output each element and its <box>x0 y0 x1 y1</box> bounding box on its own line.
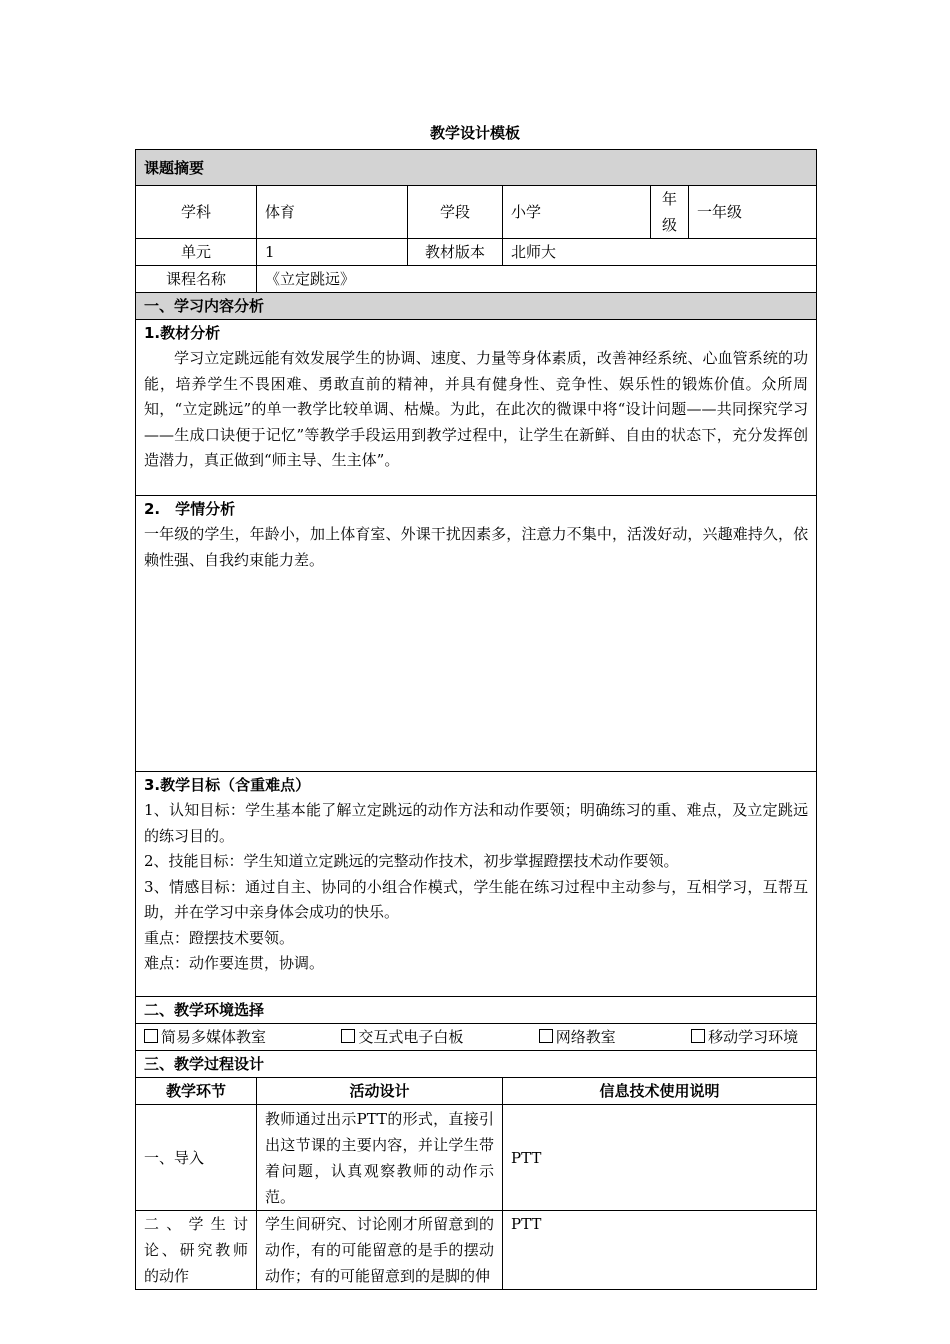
edition-value: 北师大 <box>503 239 817 266</box>
checkbox-icon <box>341 1029 355 1043</box>
environment-options <box>136 1024 817 1051</box>
process-row-tech: PTT <box>503 1211 817 1290</box>
stage-label: 学段 <box>408 186 503 239</box>
process-section-label: 三、教学过程设计 <box>136 1051 817 1078</box>
checkbox-icon <box>691 1029 705 1043</box>
env-option-mobile[interactable]: 移动学习环境 <box>691 1024 798 1050</box>
summary-section-label: 课题摘要 <box>136 150 817 186</box>
checkbox-icon <box>539 1029 553 1043</box>
teaching-goals-cell <box>136 772 817 997</box>
process-header-stage: 教学环节 <box>136 1078 257 1105</box>
stage-value: 小学 <box>503 186 651 239</box>
textbook-analysis-heading: 1.教材分析 <box>144 324 221 342</box>
edition-label: 教材版本 <box>408 239 503 266</box>
course-name-label: 课程名称 <box>136 266 257 293</box>
goal-cognitive: 1、认知目标：学生基本能了解立定跳远的动作方法和动作要领；明确练习的重、难点，及立定跳远的练习目的。 <box>144 801 809 845</box>
process-header-tech: 信息技术使用说明 <box>503 1078 817 1105</box>
unit-label: 单元 <box>136 239 257 266</box>
subject-label: 学科 <box>136 186 257 239</box>
process-header-activity: 活动设计 <box>257 1078 503 1105</box>
textbook-analysis-cell <box>136 320 817 496</box>
process-row-stage: 二、学生讨论、研究教师的动作 <box>136 1211 257 1290</box>
subject-value: 体育 <box>257 186 408 239</box>
grade-value: 一年级 <box>689 186 817 239</box>
env-option-multimedia[interactable]: 简易多媒体教室 <box>144 1024 266 1050</box>
process-row-stage: 一、导入 <box>136 1105 257 1211</box>
teaching-goals-heading: 3.教学目标（含重难点） <box>144 776 311 794</box>
goal-skill: 2、技能目标：学生知道立定跳远的完整动作技术，初步掌握蹬摆技术动作要领。 <box>144 852 679 870</box>
key-point: 重点：蹬摆技术要领。 <box>144 928 295 947</box>
learner-analysis-text: 一年级的学生，年龄小，加上体育室、外课干扰因素多，注意力不集中，活泼好动，兴趣难持久，依赖性强、自我约束能力差。 <box>144 525 809 569</box>
learner-analysis-heading: 2. 学情分析 <box>144 500 236 518</box>
env-option-network[interactable]: 网络教室 <box>539 1024 616 1050</box>
environment-section-label: 二、教学环境选择 <box>136 997 817 1024</box>
checkbox-icon <box>144 1029 158 1043</box>
difficulty-point: 难点：动作要连贯，协调。 <box>144 954 325 972</box>
env-option-whiteboard[interactable]: 交互式电子白板 <box>341 1024 463 1050</box>
process-row-activity: 学生间研究、讨论刚才所留意到的动作，有的可能留意的是手的摆动动作；有的可能留意到的是脚的伸 <box>257 1211 503 1290</box>
process-row-tech: PTT <box>503 1105 817 1211</box>
learner-analysis-cell <box>136 496 817 772</box>
course-name-value: 《立定跳远》 <box>257 266 817 293</box>
document-title: 教学设计模板 <box>429 124 520 142</box>
unit-value: 1 <box>257 239 408 266</box>
grade-label: 年级 <box>651 186 689 239</box>
textbook-analysis-text: 学习立定跳远能有效发展学生的协调、速度、力量等身体素质，改善神经系统、心血管系统的功能，培养学生不畏困难、勇敢直前的精神，并具有健身性、竞争性、娱乐性的锻炼价值。众所周知，“立定跳远”的单一教学比较单调、枯燥。为此，在此次的微课中将“设计问题——共同探究学习——生成口诀便于记忆”等教学手段运用到教学过程中，让学生在新鲜、自由的状态下，充分发挥创造潜力，真正做到“师主导、生主体”。 <box>144 349 809 469</box>
process-row-activity: 教师通过出示PTT的形式，直接引出这节课的主要内容，并让学生带着问题，认真观察教师的动作示范。 <box>257 1105 503 1211</box>
analysis-section-label: 一、学习内容分析 <box>136 293 817 320</box>
goal-affective: 3、情感目标：通过自主、协同的小组合作模式，学生能在练习过程中主动参与，互相学习，互帮互助，并在学习中亲身体会成功的快乐。 <box>144 877 809 921</box>
lesson-design-table <box>135 149 817 1290</box>
